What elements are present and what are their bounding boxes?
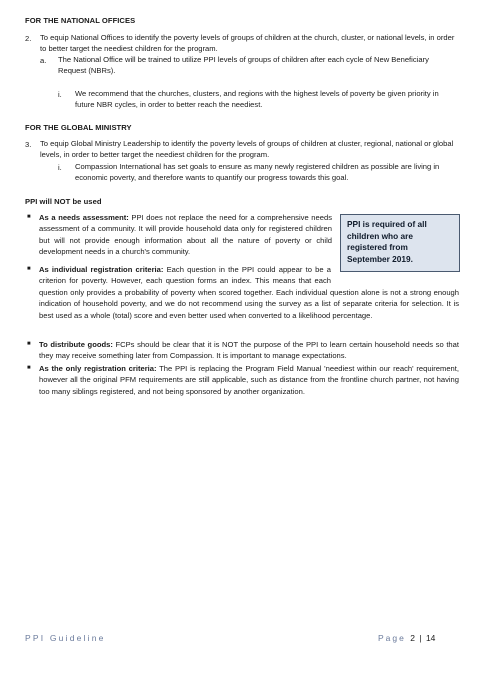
bullet-lead: As individual registration criteria: (39, 265, 164, 274)
bullet-item-only-registration-criteria (39, 363, 459, 397)
list-number: 3. (25, 140, 32, 149)
footer-page-current: 2 (410, 633, 415, 643)
bullet-text: FCPs should be clear that it is NOT the purpose of the PPI to learn certain household needs so that they may receive something later from Compassion. It is important to manage expectations. (39, 340, 459, 361)
section-heading-national: FOR THE NATIONAL OFFICES (25, 16, 136, 25)
sub-sub-list-text: Compassion International has set goals to ensure as many newly registered children as possible are living in economic poverty, and therefore wants to quantify our progress towards this goal. (75, 162, 440, 183)
bullet-icon: ■ (27, 214, 31, 220)
bullet-icon: ■ (27, 266, 31, 272)
sub-list-letter: a. (40, 56, 47, 65)
list-item-text: To equip National Offices to identify the poverty levels of groups of children at the church, cluster, or national levels, in order to better target the neediest children for the program. (40, 33, 455, 54)
bullet-icon: ■ (27, 365, 31, 371)
sub-sub-list-numeral: i. (58, 90, 62, 99)
footer-page-number (378, 633, 435, 643)
callout-box: PPI is required of all children who are registered from September 2019. (340, 214, 460, 272)
section-heading-not-used: PPI will NOT be used (25, 197, 102, 206)
sub-list-text: The National Office will be trained to utilize PPI levels of groups of children after each cycle of New Beneficiary Request (NBRs). (58, 55, 429, 76)
footer-title: PPI Guideline (25, 633, 106, 643)
bullet-icon: ■ (27, 341, 31, 347)
footer-page-word: Page (378, 633, 406, 643)
section-heading-global: FOR THE GLOBAL MINISTRY (25, 123, 132, 132)
sub-sub-list-text: We recommend that the churches, clusters, and regions with the highest levels of poverty be given priority in future NBR cycles, in order to better reach the neediest. (75, 89, 439, 110)
footer-page-total: 14 (425, 633, 436, 643)
list-item-text: To equip Global Ministry Leadership to identify the poverty levels of groups of children at cluster, regional, national or global levels, in order to better target the neediest children for the program. (40, 139, 454, 160)
bullet-lead: To distribute goods: (39, 340, 113, 349)
bullet-lead: As the only registration criteria: (39, 364, 157, 373)
bullet-item-needs-assessment (39, 212, 332, 258)
bullet-text: The PPI is replacing the Program Field Manual 'neediest within our reach' requirement, however all the original PFM requirements are still applicable, such as distance from the frontline church partner, not having too many siblings registered, and not being sponsored by another organization. (39, 364, 459, 396)
bullet-item-registration-criteria (39, 264, 459, 321)
list-number: 2. (25, 34, 32, 43)
footer-separator: | (419, 633, 422, 643)
sub-sub-list-numeral: i. (58, 163, 62, 172)
bullet-text: PPI does not replace the need for a comprehensive needs assessment of a community. It will provide household data only for registered children but will not provide enough information about all the nature of poverty or child development needs in a church's community. (39, 213, 332, 257)
bullet-lead: As a needs assessment: (39, 213, 129, 222)
bullet-text: Each question in the PPI could appear to be a criterion for poverty. However, each question forms an index. This means that each question only provides a probability of poverty when scored together. Each individual question alone is not a strong enough indication of household poverty, and we do not recommend using the survey as a list of separate criteria for selection. It is best used as a whole (total) score and even better used when converted to a likelihood percentage. (39, 265, 459, 320)
bullet-item-distribute-goods (39, 339, 459, 362)
